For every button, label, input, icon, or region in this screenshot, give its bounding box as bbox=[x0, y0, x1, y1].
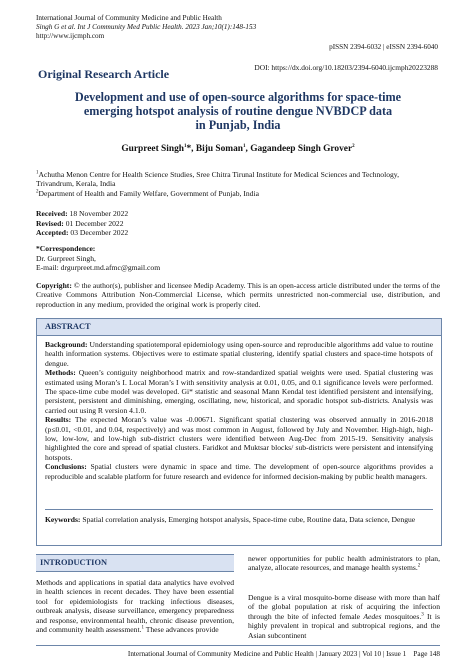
abstract-section-text: Understanding spatiotemporal epidemiology using open-source and reproducible algorithms add value to routine health information systems. Objectives were to estimate spatial clustering, identify spatial clusters and space-time hotspots of dengue. bbox=[45, 340, 434, 368]
affiliation-text: Achutha Menon Centre for Health Science Studies, Sree Chitra Tirunal Institute for Medical Sciences and Technology, Trivandrum, Kerala, India bbox=[36, 170, 400, 189]
author-separator: *, bbox=[186, 144, 196, 154]
footer-rule bbox=[36, 645, 440, 646]
revised-date bbox=[36, 219, 124, 228]
author-name: Gurpreet Singh bbox=[121, 144, 184, 154]
author-list bbox=[36, 144, 440, 154]
affiliation bbox=[36, 170, 416, 189]
affiliation bbox=[36, 189, 416, 198]
revised-value: 01 December 2022 bbox=[65, 218, 124, 228]
abstract-section-text: Spatial clusters were dynamic in space and time. The development of open-source algorithms provides a reproducible and scalable platform for future research and evidence for informed decision-making by public health managers. bbox=[45, 462, 433, 481]
citation: Singh G et al. Int J Community Med Public Health. 2023 Jan;10(1):148-153 bbox=[36, 23, 257, 31]
intro-text: mosquitoes. bbox=[381, 611, 422, 621]
correspondence-label: *Correspondence: bbox=[36, 244, 96, 253]
citation-ref: 1 bbox=[141, 625, 144, 631]
intro-text: newer opportunities for public health administrators to plan, analyze, allocate resources, and manage health systems. bbox=[248, 554, 440, 573]
received-label: Received: bbox=[36, 209, 68, 218]
keywords bbox=[45, 515, 433, 524]
species-name: Aedes bbox=[363, 611, 382, 621]
citation-ref: 2 bbox=[417, 563, 421, 569]
author-separator: , bbox=[245, 144, 251, 154]
abstract-heading: ABSTRACT bbox=[45, 322, 91, 331]
article-title bbox=[36, 90, 440, 132]
abstract-box bbox=[36, 318, 442, 546]
intro-left-paragraph bbox=[36, 578, 234, 634]
title-line: in Punjab, India bbox=[195, 118, 281, 132]
abstract-section-label: Conclusions: bbox=[45, 462, 87, 472]
keywords-text: Spatial correlation analysis, Emerging hotspot analysis, Space-time cube, Routine data, Data science, Dengue bbox=[82, 515, 416, 524]
journal-name: International Journal of Community Medicine and Public Health bbox=[36, 14, 222, 22]
title-line: emerging hotspot analysis of routine dengue NVBDCP data bbox=[83, 104, 393, 118]
affiliation-mark: 2 bbox=[36, 189, 39, 195]
issn: pISSN 2394-6032 | eISSN 2394-6040 bbox=[329, 43, 438, 51]
journal-website[interactable]: http://www.ijcmph.com bbox=[36, 32, 105, 40]
abstract-section-text: Queen’s contiguity neighborhood matrix and row-standardized spatial weights were used. Spatial clustering was estimated using Moran’s I. Local Moran’s I with sensitivity analysis at 0.01, 0.05, and 0.1 significance levels were performed. The space-time cube model was developed. Gi* statistic and seasonal Mann Kendal test identified persistent and intensifying, persistent, persistent and diminishing, emerging, oscillating, new, historical, and sporadic hotspot sub-districts. Analysis was carried out using R version 4.1.0. bbox=[45, 368, 433, 415]
abstract-section-label: Methods: bbox=[45, 368, 76, 378]
intro-text: Dengue is a viral mosquito-borne disease with more than half of the global population at risk of acquiring the infection through the bite of infected female bbox=[248, 593, 440, 621]
author-affiliation-mark: 2 bbox=[352, 143, 355, 149]
keywords-divider bbox=[45, 509, 433, 510]
keywords-label: Keywords: bbox=[45, 515, 81, 524]
correspondence-email[interactable]: E-mail: drgurpreet.md.afmc@gmail.com bbox=[36, 263, 161, 272]
author-name: Biju Soman bbox=[195, 144, 244, 154]
author-affiliation-mark: 1 bbox=[183, 143, 187, 149]
title-line: Development and use of open-source algorithms for space-time bbox=[74, 90, 402, 104]
received-value: 18 November 2022 bbox=[69, 209, 129, 218]
copyright-notice bbox=[36, 281, 440, 309]
intro-text: Methods and applications in spatial data analytics have evolved in health sciences in recent decades. They have been essential tool for epidemiologists for tracking infectious diseases, outbreak analysis, disease surveillance, emergency preparedness and response, environmental health, chronic disease prevention, and community health assessment. bbox=[36, 578, 234, 635]
abstract-section-label: Results: bbox=[45, 415, 72, 425]
received-date bbox=[36, 209, 128, 218]
citation-ref: 3 bbox=[421, 612, 424, 618]
abstract-background bbox=[45, 340, 433, 368]
accepted-label: Accepted: bbox=[36, 228, 69, 237]
intro-right-paragraph-2 bbox=[248, 593, 440, 640]
copyright-label: Copyright: bbox=[36, 281, 72, 290]
copyright-text: © the author(s), publisher and licensee Medip Academy. This is an open-access article distributed under the terms of the Creative Commons Attribution Non-Commercial License, which permits unrestricted non-commercial use, distribution, and reproduction in any medium, provided the original work is properly cited. bbox=[36, 281, 441, 309]
abstract-conclusions bbox=[45, 462, 433, 481]
author-affiliation-mark: 1 bbox=[243, 143, 246, 149]
intro-heading: INTRODUCTION bbox=[40, 558, 108, 567]
intro-heading-bar bbox=[36, 554, 234, 572]
abstract-body bbox=[45, 340, 433, 481]
abstract-section-text: The expected Moran’s value was -0.00671. Significant spatial clustering was observed annually in 2016-2018 (p≤0.01, <0.01, and 0.04, respectively) and was most common in August, followed by July and November. High-high, high-low, low-low, and low-high sub-district clusters were identified between Aug-Dec from 2015-19. Sensitivity analysis highlighted the core and spread of spatial clusters. Faridkot and Muktsar blocks/ sub-districts were persistent and intensifying hotspots. bbox=[45, 415, 433, 462]
accepted-value: 03 December 2022 bbox=[70, 228, 129, 237]
footer-text: International Journal of Community Medicine and Public Health | January 2023 | Vol 10 | Issue 1 Page 148 bbox=[127, 650, 440, 658]
abstract-methods bbox=[45, 368, 433, 415]
abstract-header-bar bbox=[37, 319, 441, 336]
abstract-results bbox=[45, 415, 433, 462]
intro-text: These advances provide bbox=[143, 625, 219, 635]
accepted-date bbox=[36, 228, 128, 237]
correspondence-name: Dr. Gurpreet Singh, bbox=[36, 253, 96, 263]
revised-label: Revised: bbox=[36, 218, 64, 228]
article-type: Original Research Article bbox=[38, 67, 170, 81]
intro-text: It is highly prevalent in tropical and subtropical regions, and the Asian subcontinent bbox=[248, 611, 440, 640]
author-name: Gagandeep Singh Grover bbox=[250, 144, 353, 154]
intro-right-paragraph bbox=[248, 554, 440, 573]
doi[interactable]: DOI: https://dx.doi.org/10.18203/2394-6040.ijcmph20223288 bbox=[254, 63, 438, 72]
affiliation-text: Department of Health and Family Welfare, Government of Punjab, India bbox=[38, 189, 259, 198]
affiliation-mark: 1 bbox=[36, 170, 39, 176]
abstract-section-label: Background: bbox=[45, 340, 88, 349]
